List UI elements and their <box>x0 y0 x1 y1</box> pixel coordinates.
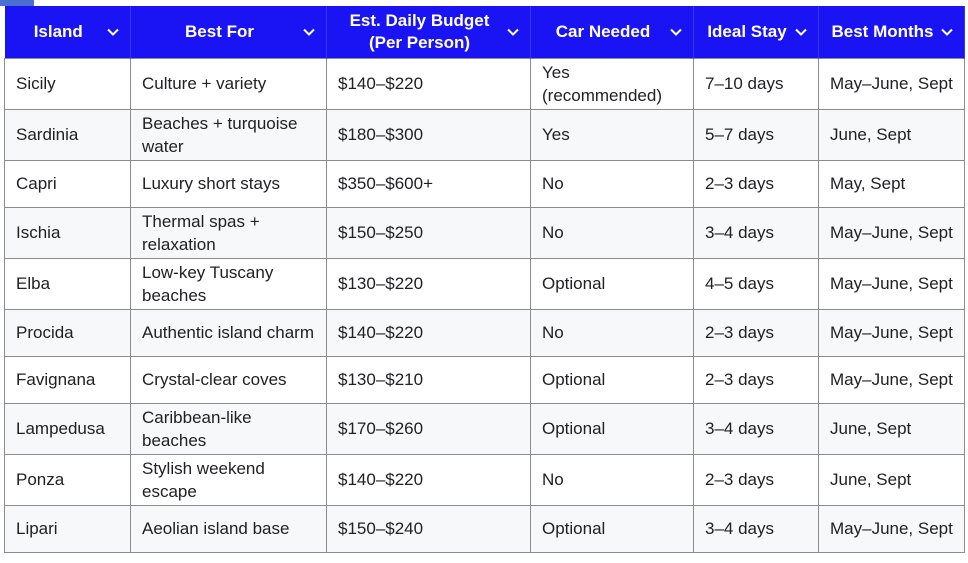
cell-car-needed[interactable]: Yes <box>531 109 694 160</box>
cell-best-for[interactable]: Aeolian island base <box>131 505 327 552</box>
table-row <box>5 309 965 356</box>
cell-car-needed[interactable]: Yes (recommended) <box>531 58 694 109</box>
cell-budget[interactable]: $350–$600+ <box>327 160 531 207</box>
islands-table <box>4 6 965 553</box>
chevron-down-icon[interactable] <box>302 25 316 39</box>
header-row <box>5 6 965 58</box>
table-row <box>5 109 965 160</box>
cell-budget[interactable]: $180–$300 <box>327 109 531 160</box>
chevron-down-icon[interactable] <box>794 25 808 39</box>
cell-island[interactable]: Elba <box>5 258 131 309</box>
column-header-budget[interactable] <box>327 6 531 58</box>
cell-best-for[interactable]: Beaches + turquoise water <box>131 109 327 160</box>
table-row <box>5 454 965 505</box>
cell-island[interactable]: Lampedusa <box>5 403 131 454</box>
cell-car-needed[interactable]: No <box>531 160 694 207</box>
column-header-label: Car Needed <box>555 21 651 41</box>
cell-budget[interactable]: $170–$260 <box>327 403 531 454</box>
column-header-label: Ideal Stay <box>707 21 787 41</box>
cell-best-months[interactable]: May–June, Sept <box>819 207 965 258</box>
cell-best-months[interactable]: May–June, Sept <box>819 309 965 356</box>
table-row <box>5 58 965 109</box>
cell-island[interactable]: Sicily <box>5 58 131 109</box>
cell-budget[interactable]: $150–$250 <box>327 207 531 258</box>
chevron-down-icon[interactable] <box>940 25 954 39</box>
table-row <box>5 505 965 552</box>
table-row <box>5 160 965 207</box>
cell-best-months[interactable]: May–June, Sept <box>819 505 965 552</box>
cell-ideal-stay[interactable]: 4–5 days <box>694 258 819 309</box>
cell-ideal-stay[interactable]: 2–3 days <box>694 160 819 207</box>
cell-car-needed[interactable]: Optional <box>531 258 694 309</box>
column-header-car-needed[interactable] <box>531 6 694 58</box>
cell-best-months[interactable]: May–June, Sept <box>819 58 965 109</box>
cell-budget[interactable]: $140–$220 <box>327 58 531 109</box>
cell-ideal-stay[interactable]: 2–3 days <box>694 309 819 356</box>
cell-ideal-stay[interactable]: 3–4 days <box>694 403 819 454</box>
cell-car-needed[interactable]: Optional <box>531 505 694 552</box>
cell-budget[interactable]: $130–$210 <box>327 356 531 403</box>
chevron-down-icon[interactable] <box>106 25 120 39</box>
cell-ideal-stay[interactable]: 7–10 days <box>694 58 819 109</box>
cell-car-needed[interactable]: Optional <box>531 356 694 403</box>
cell-best-for[interactable]: Luxury short stays <box>131 160 327 207</box>
cell-car-needed[interactable]: No <box>531 454 694 505</box>
cell-best-for[interactable]: Thermal spas + relaxation <box>131 207 327 258</box>
cell-island[interactable]: Favignana <box>5 356 131 403</box>
cell-best-months[interactable]: May, Sept <box>819 160 965 207</box>
column-header-label: Best For <box>185 21 254 41</box>
column-header-best-for[interactable] <box>131 6 327 58</box>
cell-island[interactable]: Sardinia <box>5 109 131 160</box>
column-header-island[interactable] <box>5 6 131 58</box>
cell-best-months[interactable]: June, Sept <box>819 454 965 505</box>
table-row <box>5 258 965 309</box>
cell-best-for[interactable]: Stylish weekend escape <box>131 454 327 505</box>
cell-ideal-stay[interactable]: 2–3 days <box>694 356 819 403</box>
chevron-down-icon[interactable] <box>506 25 520 39</box>
cell-island[interactable]: Lipari <box>5 505 131 552</box>
column-header-label: Island <box>33 21 83 41</box>
cell-budget[interactable]: $140–$220 <box>327 454 531 505</box>
cell-budget[interactable]: $130–$220 <box>327 258 531 309</box>
cell-island[interactable]: Capri <box>5 160 131 207</box>
cell-best-for[interactable]: Low-key Tuscany beaches <box>131 258 327 309</box>
column-header-best-months[interactable] <box>819 6 965 58</box>
cell-best-for[interactable]: Culture + variety <box>131 58 327 109</box>
cell-island[interactable]: Procida <box>5 309 131 356</box>
cell-budget[interactable]: $140–$220 <box>327 309 531 356</box>
table-row <box>5 403 965 454</box>
chevron-down-icon[interactable] <box>669 25 683 39</box>
table-row <box>5 207 965 258</box>
cell-best-months[interactable]: May–June, Sept <box>819 356 965 403</box>
cell-best-for[interactable]: Crystal-clear coves <box>131 356 327 403</box>
cell-car-needed[interactable]: No <box>531 309 694 356</box>
cell-best-months[interactable]: June, Sept <box>819 403 965 454</box>
cell-ideal-stay[interactable]: 2–3 days <box>694 454 819 505</box>
cell-budget[interactable]: $150–$240 <box>327 505 531 552</box>
column-header-label: Best Months <box>831 21 934 41</box>
column-header-ideal-stay[interactable] <box>694 6 819 58</box>
table-row <box>5 356 965 403</box>
cell-ideal-stay[interactable]: 3–4 days <box>694 207 819 258</box>
cell-best-months[interactable]: June, Sept <box>819 109 965 160</box>
cell-island[interactable]: Ponza <box>5 454 131 505</box>
cell-island[interactable]: Ischia <box>5 207 131 258</box>
cell-car-needed[interactable]: No <box>531 207 694 258</box>
cell-ideal-stay[interactable]: 5–7 days <box>694 109 819 160</box>
cell-best-months[interactable]: May–June, Sept <box>819 258 965 309</box>
cell-car-needed[interactable]: Optional <box>531 403 694 454</box>
column-header-label: Est. Daily Budget (Per Person) <box>349 10 490 52</box>
cell-best-for[interactable]: Caribbean-like beaches <box>131 403 327 454</box>
cell-best-for[interactable]: Authentic island charm <box>131 309 327 356</box>
cell-ideal-stay[interactable]: 3–4 days <box>694 505 819 552</box>
